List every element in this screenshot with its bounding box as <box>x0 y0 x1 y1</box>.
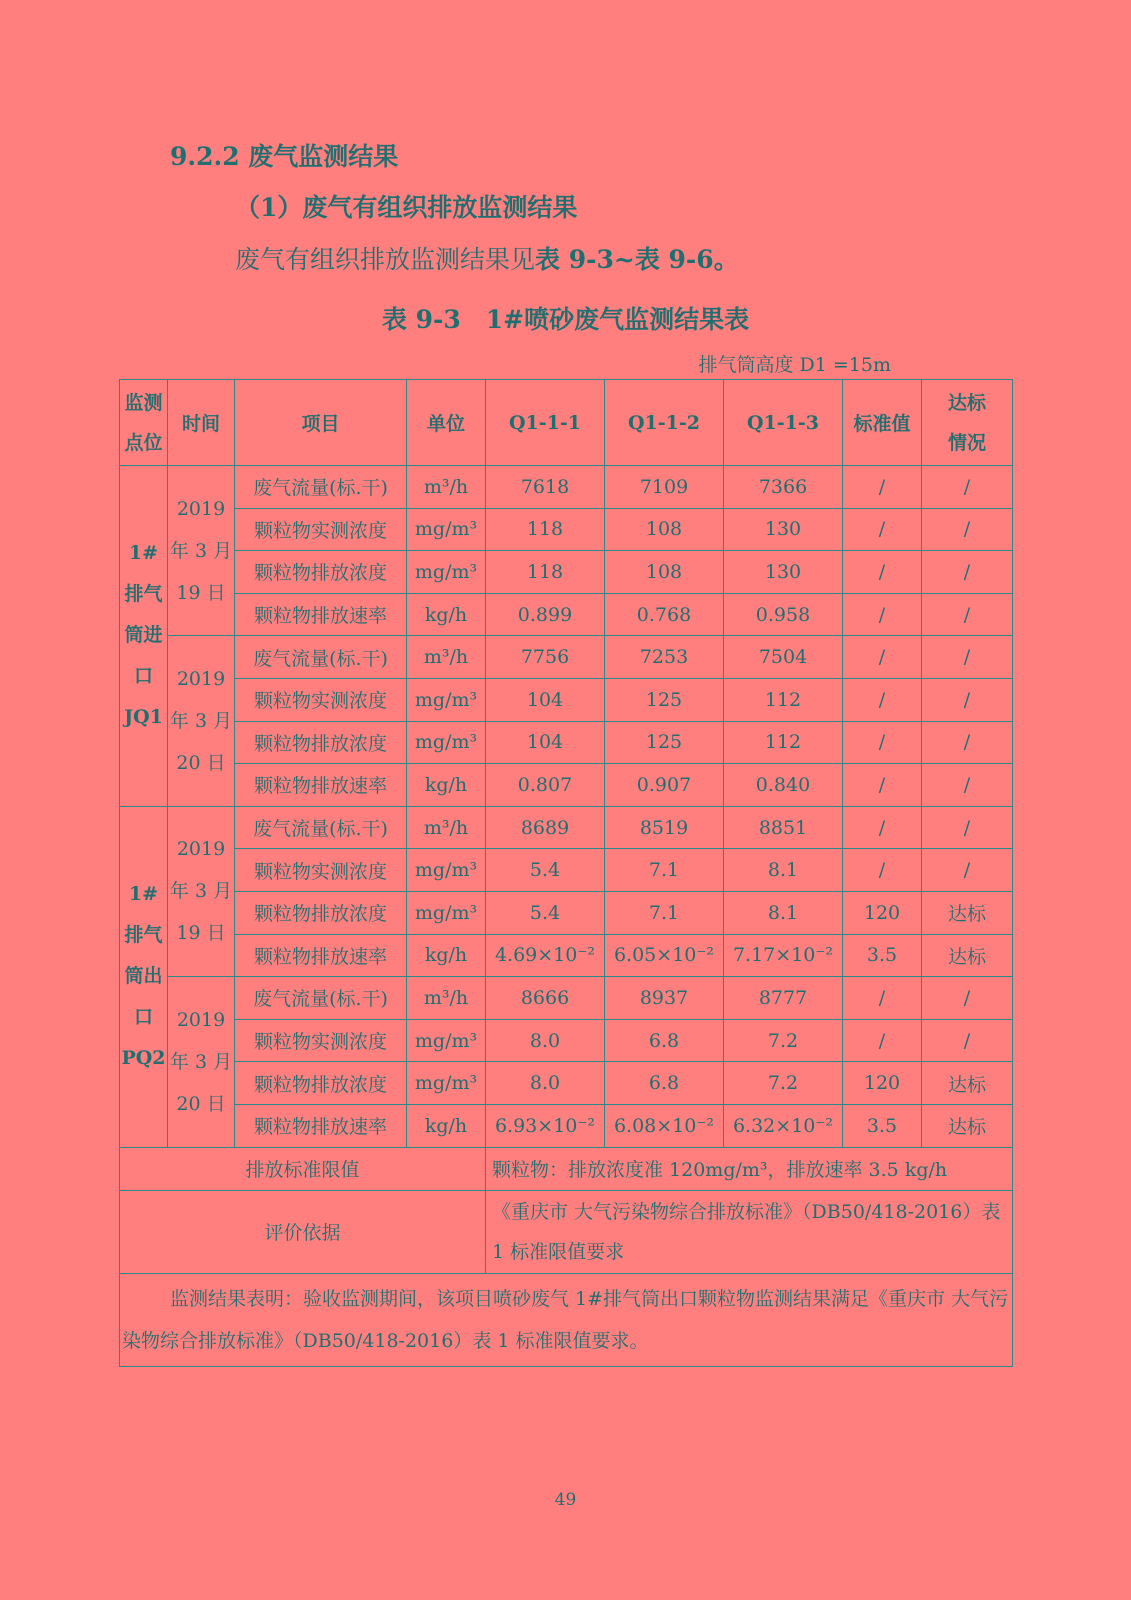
q2-value: 7.1 <box>605 891 724 934</box>
table-row <box>120 551 1013 594</box>
unit-cell: mg/m³ <box>407 849 486 892</box>
standard-value: / <box>843 977 922 1020</box>
monitoring-date: 2019 年 3 月 19 日 <box>168 806 235 976</box>
standard-value: / <box>843 678 922 721</box>
item-cell: 颗粒物排放浓度 <box>235 891 407 934</box>
q3-value: 130 <box>724 551 843 594</box>
q2-value: 8937 <box>605 977 724 1020</box>
result-value: / <box>922 806 1013 849</box>
monitoring-point: 1#排气筒出口PQ2 <box>120 806 168 1147</box>
header-result: 达标情况 <box>922 380 1013 466</box>
q1-value: 8.0 <box>486 1019 605 1062</box>
unit-cell: kg/h <box>407 764 486 807</box>
standard-value: 3.5 <box>843 934 922 977</box>
unit-cell: mg/m³ <box>407 1019 486 1062</box>
table-caption: 表 9-3 1#喷砂废气监测结果表 <box>381 305 750 334</box>
q2-value: 0.907 <box>605 764 724 807</box>
table-row <box>120 1062 1013 1105</box>
q2-value: 8519 <box>605 806 724 849</box>
q2-value: 108 <box>605 551 724 594</box>
standard-value: 120 <box>843 891 922 934</box>
item-cell: 废气流量(标.干) <box>235 977 407 1020</box>
q2-value: 7253 <box>605 636 724 679</box>
q3-value: 7.2 <box>724 1062 843 1105</box>
item-cell: 颗粒物实测浓度 <box>235 1019 407 1062</box>
q3-value: 112 <box>724 721 843 764</box>
standard-value: / <box>843 466 922 509</box>
q2-value: 125 <box>605 721 724 764</box>
unit-cell: kg/h <box>407 934 486 977</box>
item-cell: 颗粒物排放浓度 <box>235 1062 407 1105</box>
q1-value: 104 <box>486 721 605 764</box>
q3-value: 8777 <box>724 977 843 1020</box>
result-value: / <box>922 551 1013 594</box>
header-unit: 单位 <box>407 380 486 466</box>
table-row <box>120 806 1013 849</box>
table-row <box>120 721 1013 764</box>
table-row <box>120 977 1013 1020</box>
result-value: / <box>922 508 1013 551</box>
stack-height-note: 排气筒高度 D1 =15m <box>698 354 891 376</box>
evaluation-basis-label: 评价依据 <box>120 1190 486 1273</box>
standard-limit-row <box>120 1147 1013 1190</box>
result-value: / <box>922 1019 1013 1062</box>
item-cell: 颗粒物排放速率 <box>235 1104 407 1147</box>
result-value: 达标 <box>922 1104 1013 1147</box>
q1-value: 5.4 <box>486 849 605 892</box>
table-row <box>120 678 1013 721</box>
q3-value: 8851 <box>724 806 843 849</box>
monitoring-results-table <box>119 379 1013 1367</box>
q1-value: 7756 <box>486 636 605 679</box>
item-cell: 废气流量(标.干) <box>235 636 407 679</box>
monitoring-date: 2019 年 3 月 20 日 <box>168 977 235 1147</box>
q1-value: 8666 <box>486 977 605 1020</box>
result-value: / <box>922 849 1013 892</box>
q2-value: 6.05×10⁻² <box>605 934 724 977</box>
standard-limit-value: 颗粒物：排放浓度准 120mg/m³，排放速率 3.5 kg/h <box>486 1147 1013 1190</box>
q1-value: 8.0 <box>486 1062 605 1105</box>
monitoring-date: 2019 年 3 月 19 日 <box>168 466 235 636</box>
conclusion-row <box>120 1273 1013 1366</box>
q3-value: 7504 <box>724 636 843 679</box>
table-row <box>120 934 1013 977</box>
result-value: 达标 <box>922 891 1013 934</box>
standard-value: / <box>843 636 922 679</box>
standard-value: / <box>843 593 922 636</box>
standard-value: / <box>843 1019 922 1062</box>
q3-value: 112 <box>724 678 843 721</box>
result-value: 达标 <box>922 934 1013 977</box>
result-value: / <box>922 466 1013 509</box>
q1-value: 4.69×10⁻² <box>486 934 605 977</box>
header-q1: Q1-1-1 <box>486 380 605 466</box>
q2-value: 0.768 <box>605 593 724 636</box>
monitoring-date: 2019 年 3 月 20 日 <box>168 636 235 806</box>
table-row <box>120 466 1013 509</box>
unit-cell: kg/h <box>407 1104 486 1147</box>
item-cell: 废气流量(标.干) <box>235 806 407 849</box>
unit-cell: kg/h <box>407 593 486 636</box>
standard-value: 3.5 <box>843 1104 922 1147</box>
unit-cell: mg/m³ <box>407 891 486 934</box>
header-point: 监测点位 <box>120 380 168 466</box>
unit-cell: mg/m³ <box>407 551 486 594</box>
q1-value: 118 <box>486 508 605 551</box>
item-cell: 颗粒物排放速率 <box>235 934 407 977</box>
result-value: / <box>922 721 1013 764</box>
table-row <box>120 593 1013 636</box>
q1-value: 0.807 <box>486 764 605 807</box>
unit-cell: m³/h <box>407 466 486 509</box>
table-row <box>120 849 1013 892</box>
unit-cell: mg/m³ <box>407 508 486 551</box>
intro-text: 废气有组织排放监测结果见 <box>235 245 536 274</box>
q2-value: 6.8 <box>605 1062 724 1105</box>
item-cell: 颗粒物排放速率 <box>235 593 407 636</box>
header-standard: 标准值 <box>843 380 922 466</box>
monitoring-point: 1#排气筒进口JQ1 <box>120 466 168 807</box>
q1-value: 0.899 <box>486 593 605 636</box>
q3-value: 7.2 <box>724 1019 843 1062</box>
item-cell: 颗粒物实测浓度 <box>235 678 407 721</box>
result-value: / <box>922 764 1013 807</box>
standard-value: / <box>843 849 922 892</box>
q2-value: 7.1 <box>605 849 724 892</box>
standard-value: 120 <box>843 1062 922 1105</box>
unit-cell: m³/h <box>407 636 486 679</box>
evaluation-basis-value: 《重庆市 大气污染物综合排放标准》（DB50/418-2016）表 1 标准限值要求 <box>486 1190 1013 1273</box>
q2-value: 6.8 <box>605 1019 724 1062</box>
item-cell: 废气流量(标.干) <box>235 466 407 509</box>
item-cell: 颗粒物排放浓度 <box>235 721 407 764</box>
standard-limit-label: 排放标准限值 <box>120 1147 486 1190</box>
header-row <box>120 380 1013 466</box>
section-title: 9.2.2 废气监测结果 <box>170 142 399 171</box>
q3-value: 0.958 <box>724 593 843 636</box>
standard-value: / <box>843 806 922 849</box>
unit-cell: mg/m³ <box>407 678 486 721</box>
header-q3: Q1-1-3 <box>724 380 843 466</box>
item-cell: 颗粒物排放速率 <box>235 764 407 807</box>
item-cell: 颗粒物排放浓度 <box>235 551 407 594</box>
standard-value: / <box>843 721 922 764</box>
q1-value: 5.4 <box>486 891 605 934</box>
page-number: 49 <box>554 1490 577 1510</box>
item-cell: 颗粒物实测浓度 <box>235 508 407 551</box>
table-row <box>120 891 1013 934</box>
unit-cell: m³/h <box>407 806 486 849</box>
table-row <box>120 1019 1013 1062</box>
q3-value: 8.1 <box>724 891 843 934</box>
standard-value: / <box>843 764 922 807</box>
result-value: / <box>922 977 1013 1020</box>
q2-value: 6.08×10⁻² <box>605 1104 724 1147</box>
header-time: 时间 <box>168 380 235 466</box>
item-cell: 颗粒物实测浓度 <box>235 849 407 892</box>
intro-table-ref: 表 9-3~表 9-6。 <box>535 245 739 274</box>
table-row <box>120 508 1013 551</box>
q2-value: 108 <box>605 508 724 551</box>
q3-value: 7366 <box>724 466 843 509</box>
q1-value: 7618 <box>486 466 605 509</box>
q3-value: 0.840 <box>724 764 843 807</box>
q1-value: 104 <box>486 678 605 721</box>
unit-cell: mg/m³ <box>407 721 486 764</box>
table-row <box>120 636 1013 679</box>
q2-value: 125 <box>605 678 724 721</box>
result-value: 达标 <box>922 1062 1013 1105</box>
subsection-title: （1）废气有组织排放监测结果 <box>235 193 578 222</box>
unit-cell: m³/h <box>407 977 486 1020</box>
q1-value: 8689 <box>486 806 605 849</box>
standard-value: / <box>843 551 922 594</box>
result-value: / <box>922 678 1013 721</box>
q1-value: 118 <box>486 551 605 594</box>
result-value: / <box>922 636 1013 679</box>
q3-value: 6.32×10⁻² <box>724 1104 843 1147</box>
standard-value: / <box>843 508 922 551</box>
intro-paragraph <box>235 240 739 276</box>
unit-cell: mg/m³ <box>407 1062 486 1105</box>
header-q2: Q1-1-2 <box>605 380 724 466</box>
q3-value: 7.17×10⁻² <box>724 934 843 977</box>
q3-value: 130 <box>724 508 843 551</box>
evaluation-basis-row <box>120 1190 1013 1273</box>
table-row <box>120 764 1013 807</box>
table-row <box>120 1104 1013 1147</box>
result-value: / <box>922 593 1013 636</box>
conclusion-text: 监测结果表明：验收监测期间，该项目喷砂废气 1#排气筒出口颗粒物监测结果满足《重庆市 大气污染物综合排放标准》（DB50/418-2016）表 1 标准限值要求。 <box>120 1273 1013 1366</box>
q2-value: 7109 <box>605 466 724 509</box>
header-item: 项目 <box>235 380 407 466</box>
q1-value: 6.93×10⁻² <box>486 1104 605 1147</box>
q3-value: 8.1 <box>724 849 843 892</box>
